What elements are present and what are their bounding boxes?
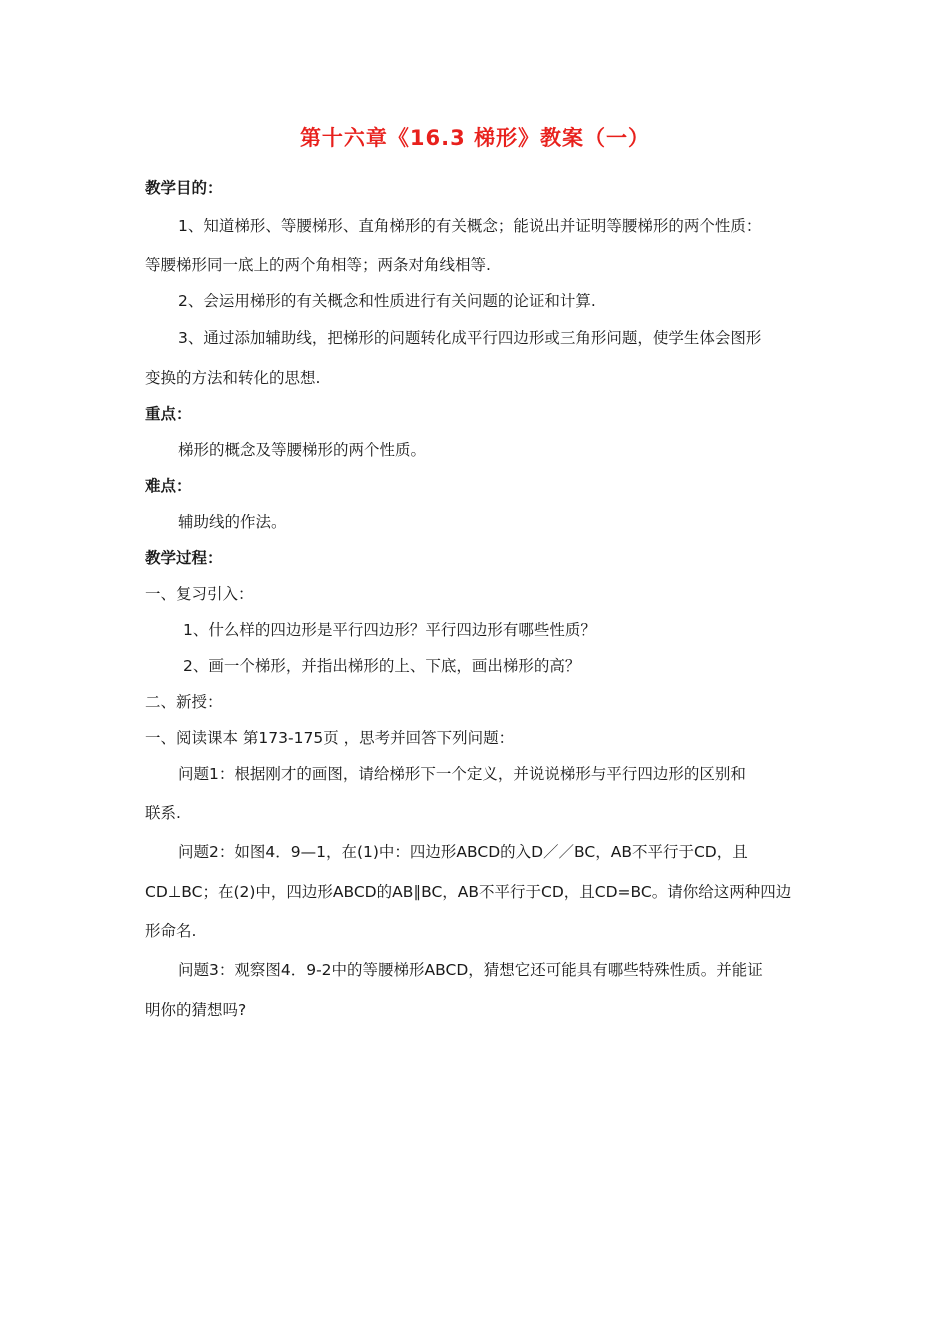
- heading-difficulties: 难点：: [145, 477, 192, 495]
- question-1-line-1: 问题1：根据刚才的画图，请给梯形下一个定义，并说说梯形与平行四边形的区别和: [178, 765, 746, 783]
- heading-key-points: 重点：: [145, 405, 192, 423]
- objective-1-line-2: 等腰梯形同一底上的两个角相等；两条对角线相等.: [145, 256, 491, 274]
- difficulties-text: 辅助线的作法。: [178, 513, 287, 531]
- question-3-line-1: 问题3：观察图4．9-2中的等腰梯形ABCD，猜想它还可能具有哪些特殊性质。并能证: [178, 961, 763, 979]
- section-new-lesson: 二、新授：: [145, 693, 223, 711]
- objective-3-line-2: 变换的方法和转化的思想.: [145, 369, 321, 387]
- document-title: 第十六章《16.3 梯形》教案（一）: [299, 126, 651, 150]
- question-3-line-2: 明你的猜想吗?: [145, 1001, 247, 1019]
- question-2-line-1: 问题2：如图4．9—1，在(1)中：四边形ABCD的入D／／BC，AB不平行于CD，且: [178, 843, 748, 861]
- objective-1-line-1: 1、知道梯形、等腰梯形、直角梯形的有关概念；能说出并证明等腰梯形的两个性质：: [178, 217, 762, 235]
- question-1-line-2: 联系.: [145, 804, 181, 822]
- key-points-text: 梯形的概念及等腰梯形的两个性质。: [178, 441, 427, 459]
- review-question-2: 2、画一个梯形，并指出梯形的上、下底，画出梯形的高？: [183, 657, 581, 675]
- question-2-line-3: 形命名.: [145, 922, 197, 940]
- objective-2: 2、会运用梯形的有关概念和性质进行有关问题的论证和计算.: [178, 292, 596, 310]
- reading-instruction: 一、阅读课本 第173-175页 ，思考并回答下列问题：: [145, 729, 515, 747]
- heading-objectives: 教学目的：: [145, 179, 223, 197]
- objective-3-line-1: 3、通过添加辅助线，把梯形的问题转化成平行四边形或三角形问题，使学生体会图形: [178, 329, 762, 347]
- review-question-1: 1、什么样的四边形是平行四边形？平行四边形有哪些性质？: [183, 621, 596, 639]
- section-review: 一、复习引入：: [145, 585, 254, 603]
- heading-process: 教学过程：: [145, 549, 223, 567]
- question-2-line-2: CD⊥BC；在(2)中，四边形ABCD的AB∥BC，AB不平行于CD，且CD=BC。请你给这两种四边: [145, 883, 792, 901]
